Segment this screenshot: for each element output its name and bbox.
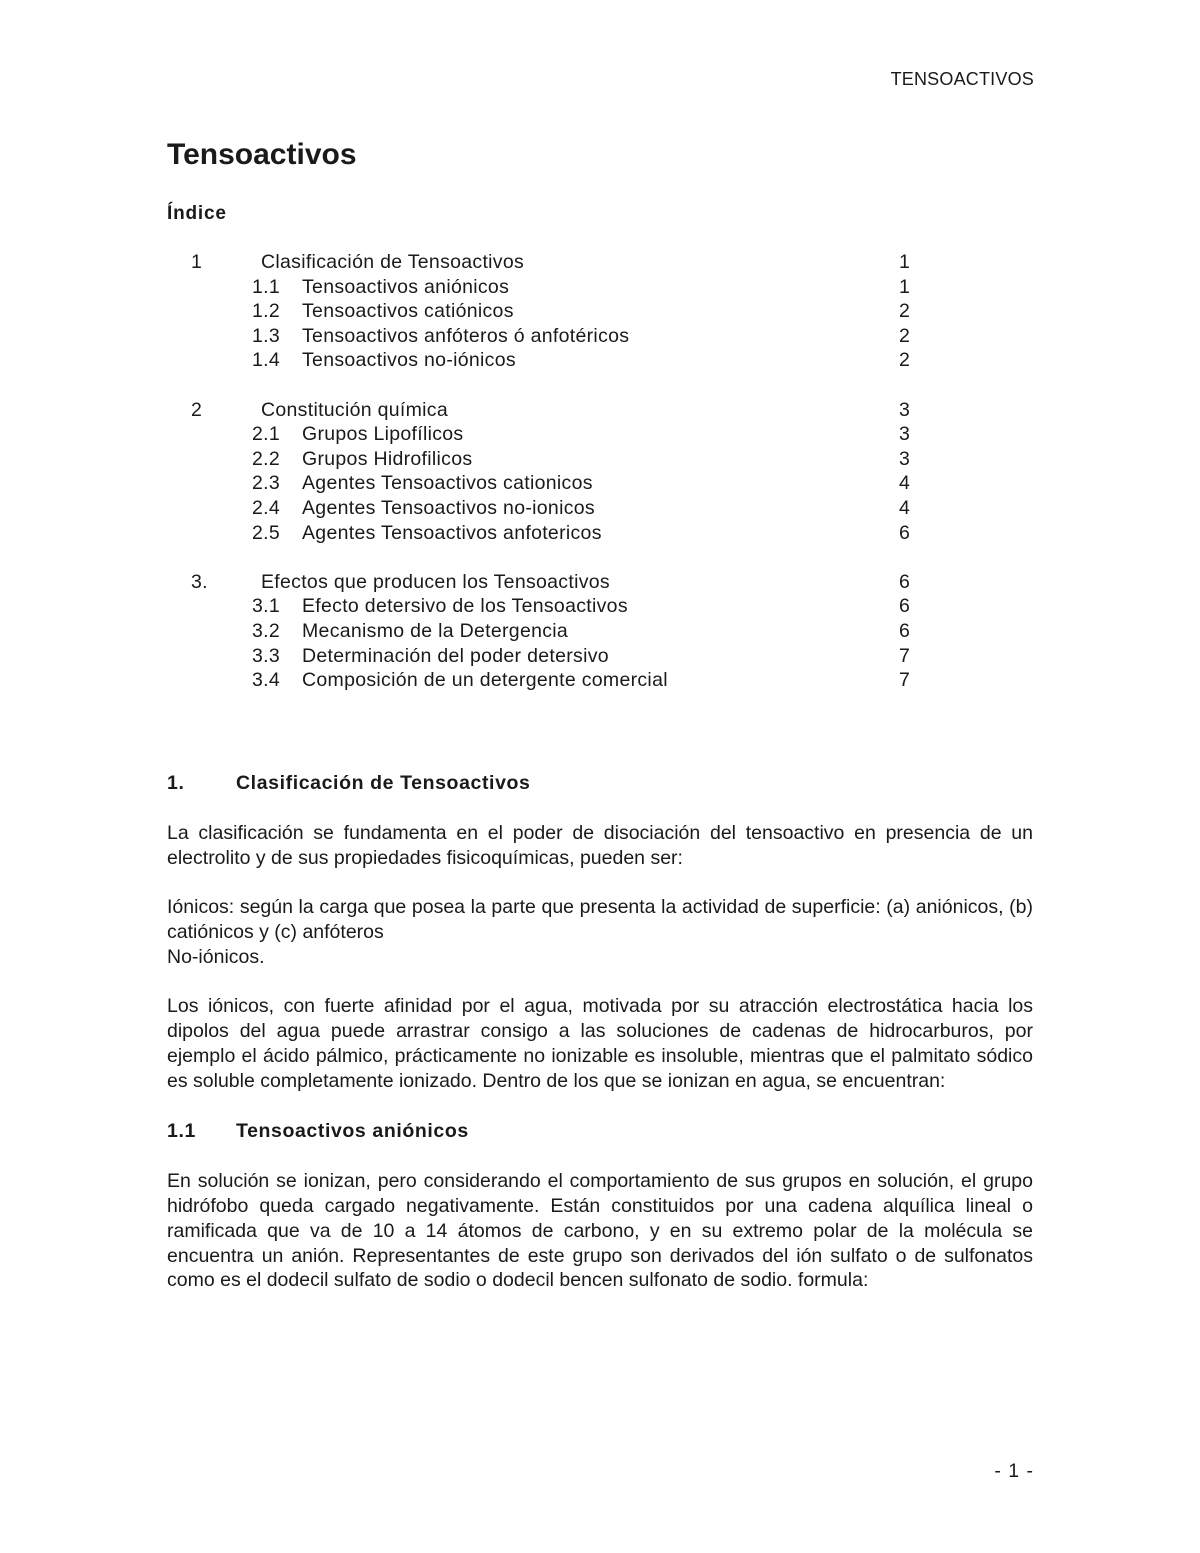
toc-subentry[interactable] [0, 594, 1200, 619]
toc-entry-page: 6 [899, 570, 911, 593]
toc-subentry-page: 2 [899, 300, 911, 323]
paragraph: La clasificación se fundamenta en el poder de disociación del tensoactivo en presencia de un electrolito y de sus propiedades fisicoquímicas, pueden ser: [167, 821, 1033, 869]
subsection-heading [167, 1118, 1033, 1144]
toc-subentry-page: 6 [899, 619, 911, 642]
toc-entry[interactable] [0, 250, 1200, 275]
page-title: Tensoactivos [167, 138, 357, 171]
paragraph: En solución se ionizan, pero considerando el comportamiento de sus grupos en solución, el grupo hidrófobo queda cargado negativamente. Están constituidos por una cadena alquílica lineal o ramificada que va de 10 a 14 átomos de carbono, y en su extremo polar de la molécula se encuentra un anión. Representantes de este grupo son derivados del ión sulfato o de sulfonatos como es el dodecil sulfato de sodio o dodecil bencen sulfonato de sodio. formula: [167, 1170, 1033, 1292]
toc-section-2 [0, 398, 1200, 546]
toc-subentry[interactable] [0, 422, 1200, 447]
toc-entry-label: Efectos que producen los Tensoactivos [261, 570, 610, 593]
toc-subentry[interactable] [0, 275, 1200, 300]
toc-subentry[interactable] [0, 619, 1200, 644]
toc-subentry-label: Tensoactivos no-iónicos [302, 349, 516, 372]
paragraph: No-iónicos. [167, 945, 265, 968]
toc-section-1 [0, 250, 1200, 373]
toc-subentry-number: 2.2 [252, 447, 281, 470]
toc-entry-page: 3 [899, 398, 911, 421]
toc-entry-label: Clasificación de Tensoactivos [261, 251, 525, 273]
toc-section-3 [0, 570, 1200, 693]
toc-subentry-label: Efecto detersivo de los Tensoactivos [302, 595, 628, 618]
toc-subentry-page: 4 [899, 496, 911, 519]
toc-subentry[interactable] [0, 471, 1200, 496]
toc-entry[interactable] [0, 398, 1200, 423]
toc-subentry-number: 1.2 [252, 300, 281, 323]
toc-subentry[interactable] [0, 324, 1200, 349]
section-heading [167, 770, 1033, 796]
paragraph: Iónicos: según la carga que posea la parte que presenta la actividad de superficie: (a) aniónicos, (b) catiónicos y (c) anfóteros [167, 896, 1033, 943]
toc-entry-page: 1 [899, 251, 911, 273]
toc-subentry-number: 1.3 [252, 324, 281, 347]
toc-subentry-page: 4 [899, 472, 911, 495]
toc-subentry-number: 2.1 [252, 423, 281, 446]
toc-subentry-number: 2.5 [252, 521, 281, 544]
toc-subentry-label: Composición de un detergente comercial [302, 669, 668, 692]
toc-subentry-page: 2 [899, 324, 911, 347]
index-heading: Índice [167, 203, 227, 224]
toc-subentry-number: 1.1 [252, 275, 281, 298]
toc-subentry-label: Tensoactivos catiónicos [302, 300, 514, 323]
toc-entry-label: Constitución química [261, 398, 449, 421]
document-body [167, 770, 1033, 1318]
toc-subentry-number: 3.4 [252, 669, 281, 692]
toc-subentry-page: 6 [899, 521, 911, 544]
subsection-heading-number: 1.1 [167, 1120, 196, 1143]
toc-subentry[interactable] [0, 521, 1200, 546]
table-of-contents [0, 250, 1200, 717]
toc-subentry-page: 3 [899, 423, 911, 446]
section-heading-number: 1. [167, 772, 185, 794]
toc-subentry-number: 3.3 [252, 644, 281, 667]
toc-subentry-number: 2.4 [252, 496, 281, 519]
toc-subentry-number: 2.3 [252, 472, 281, 495]
toc-entry[interactable] [0, 570, 1200, 595]
toc-subentry-page: 7 [899, 669, 911, 692]
toc-subentry-page: 1 [899, 275, 911, 298]
toc-subentry[interactable] [0, 299, 1200, 324]
paragraph: Los iónicos, con fuerte afinidad por el agua, motivada por su atracción electrostática hacia los dipolos del agua puede arrastrar consigo a las soluciones de cadenas de hidrocarburos, por ejemplo el ácido pálmico, prácticamente no ionizable es insoluble, mientras que el palmitato sódico es soluble completamente ionizado. Dentro de los que se ionizan en agua, se encuentran: [167, 995, 1033, 1092]
toc-subentry[interactable] [0, 644, 1200, 669]
toc-entry-number: 2 [191, 398, 203, 421]
toc-subentry-label: Tensoactivos aniónicos [302, 275, 510, 298]
toc-subentry-label: Determinación del poder detersivo [302, 644, 609, 667]
page-number: - 1 - [994, 1460, 1034, 1482]
toc-subentry-label: Tensoactivos anfóteros ó anfotéricos [302, 324, 630, 347]
toc-subentry-number: 3.1 [252, 595, 281, 618]
toc-entry-number: 1 [191, 251, 203, 273]
toc-subentry-label: Mecanismo de la Detergencia [302, 619, 569, 642]
toc-subentry-label: Agentes Tensoactivos anfotericos [302, 521, 602, 544]
toc-subentry-page: 3 [899, 447, 911, 470]
subsection-heading-text: Tensoactivos aniónicos [236, 1120, 469, 1143]
toc-subentry[interactable] [0, 348, 1200, 373]
toc-subentry[interactable] [0, 496, 1200, 521]
toc-subentry[interactable] [0, 668, 1200, 693]
toc-subentry-page: 6 [899, 595, 911, 618]
running-header: TENSOACTIVOS [890, 69, 1034, 89]
section-heading-text: Clasificación de Tensoactivos [236, 772, 531, 794]
toc-subentry-label: Agentes Tensoactivos no-ionicos [302, 496, 595, 519]
toc-subentry-page: 2 [899, 349, 911, 372]
toc-subentry-label: Grupos Lipofílicos [302, 423, 464, 446]
toc-subentry-label: Agentes Tensoactivos cationicos [302, 472, 593, 495]
toc-subentry-label: Grupos Hidrofilicos [302, 447, 473, 470]
toc-subentry-page: 7 [899, 644, 911, 667]
toc-subentry-number: 1.4 [252, 349, 281, 372]
toc-subentry-number: 3.2 [252, 619, 281, 642]
toc-subentry[interactable] [0, 447, 1200, 472]
toc-entry-number: 3. [191, 570, 208, 593]
